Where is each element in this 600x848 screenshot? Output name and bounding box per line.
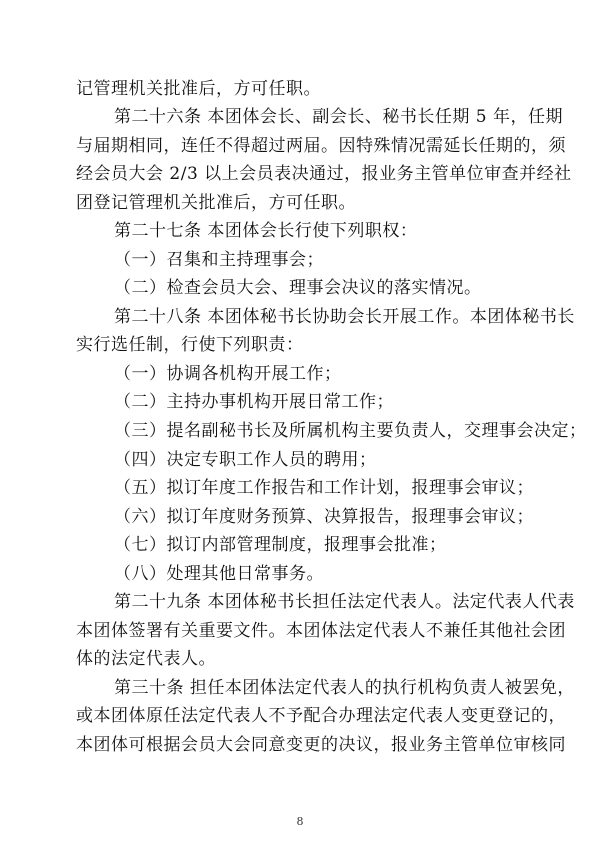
text-line: （二）检查会员大会、理事会决议的落实情况。 <box>114 278 482 298</box>
text-line: 或本团体原任法定代表人不予配合办理法定代表人变更登记的， <box>76 706 566 726</box>
text-line: （六）拟订年度财务预算、决算报告，报理事会审议； <box>114 507 534 527</box>
text-line: 第三十条 担任本团体法定代表人的执行机构负责人被罢免， <box>114 678 575 698</box>
text-line: 第二十八条 本团体秘书长协助会长开展工作。本团体秘书长 <box>114 307 575 327</box>
text-line: 第二十七条 本团体会长行使下列职权： <box>114 221 418 241</box>
text-line: 体的法定代表人。 <box>76 649 216 669</box>
text-line: （五）拟订年度工作报告和工作计划，报理事会审议； <box>114 478 534 498</box>
text-line: 经会员大会 2/3 以上会员表决通过，报业务主管单位审查并经社 <box>76 164 572 184</box>
text-line: （二）主持办事机构开展日常工作； <box>114 392 394 412</box>
page-number: 8 <box>296 815 304 828</box>
text-line: （四）决定专职工作人员的聘用； <box>114 450 377 470</box>
text-line: 本团体签署有关重要文件。本团体法定代表人不兼任其他社会团 <box>76 621 566 641</box>
text-line: （一）协调各机构开展工作； <box>114 364 342 384</box>
text-line: 第二十六条 本团体会长、副会长、秘书长任期 5 年，任期 <box>114 107 564 127</box>
text-line: （三）提名副秘书长及所属机构主要负责人，交理事会决定； <box>114 421 587 441</box>
text-line: （七）拟订内部管理制度，报理事会批准； <box>114 535 447 555</box>
text-line: 团登记管理机关批准后，方可任职。 <box>76 193 356 213</box>
text-line: 实行选任制，行使下列职责： <box>76 335 304 355</box>
text-line: 第二十九条 本团体秘书长担任法定代表人。法定代表人代表 <box>114 592 575 612</box>
text-line: （一）召集和主持理事会； <box>114 250 324 270</box>
text-line: 本团体可根据会员大会同意变更的决议，报业务主管单位审核同 <box>76 735 566 755</box>
text-line: 记管理机关批准后，方可任职。 <box>76 79 321 99</box>
text-line: （八）处理其他日常事务。 <box>114 564 324 584</box>
text-line: 与届期相同，连任不得超过两届。因特殊情况需延长任期的，须 <box>76 136 566 156</box>
